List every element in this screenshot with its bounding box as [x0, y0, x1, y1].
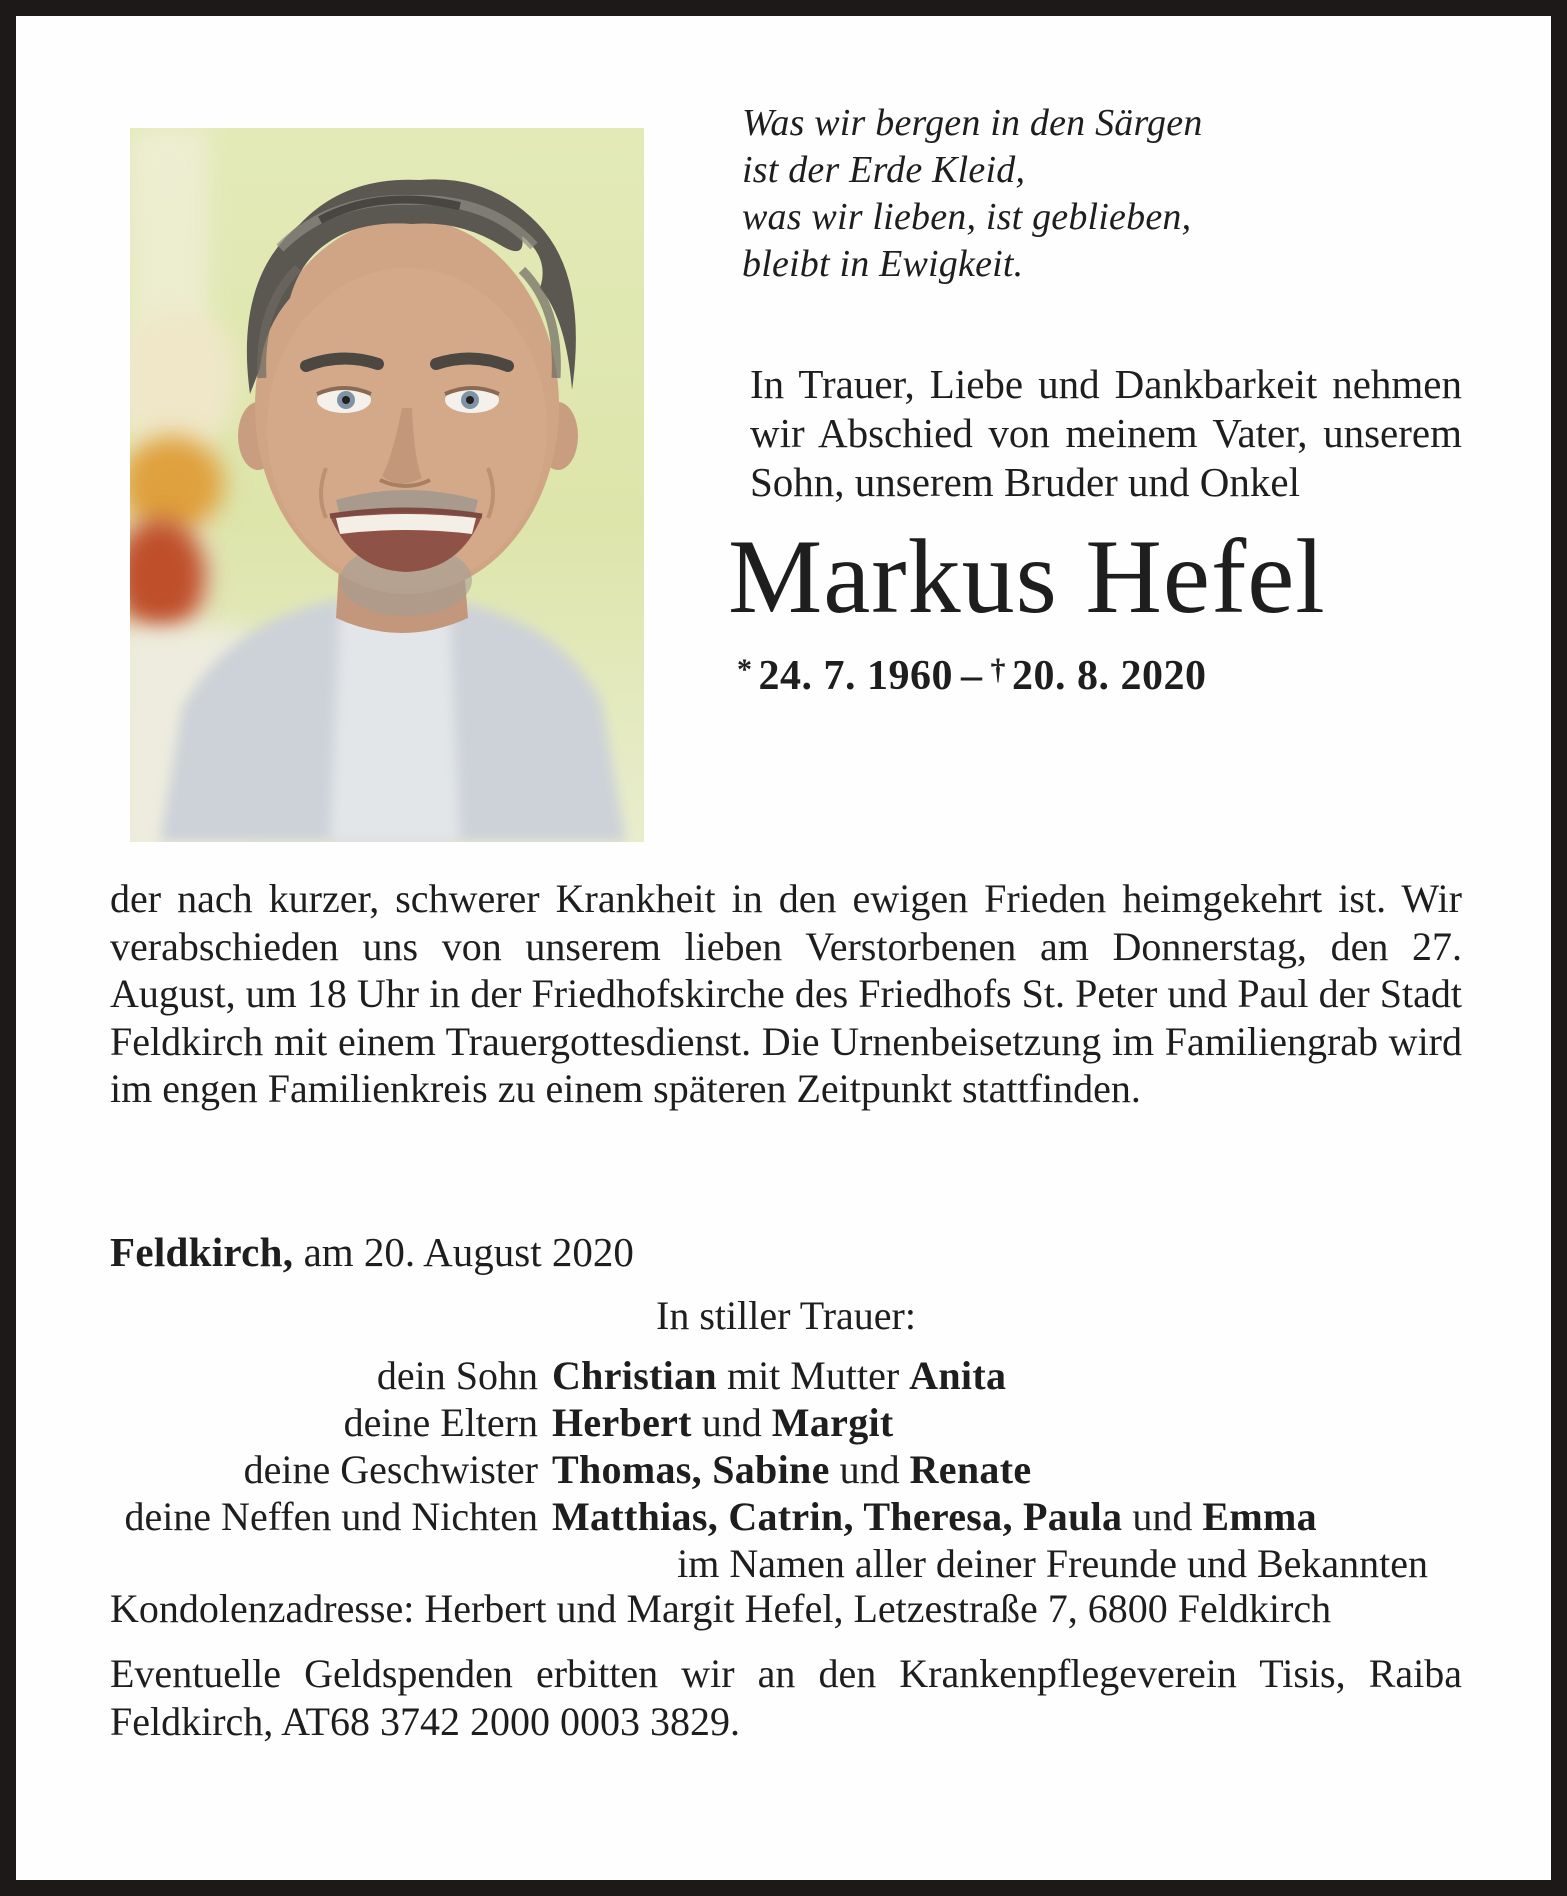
mourner-row [110, 1446, 1462, 1493]
birth-symbol: * [737, 653, 753, 686]
mourner-relation-label: deine Eltern [343, 1400, 538, 1445]
poem-line: Was wir bergen in den Särgen [742, 102, 1203, 144]
mourner-relation-label: deine Geschwister [243, 1447, 538, 1492]
mourner-relation-label: deine Neffen und Nichten [124, 1494, 538, 1539]
mourner-names [552, 1493, 1462, 1540]
life-dates [737, 652, 1207, 700]
donation-note: Eventuelle Geldspenden erbitten wir an den Krankenpflegeverein Tisis, Raiba Feldkirch, AT68 3742 2000 0003 3829. [110, 1651, 1462, 1744]
mourner-row [110, 1352, 1462, 1399]
mourner-connector: und [691, 1400, 772, 1445]
mourners-closing-line: im Namen aller deiner Freunde und Bekannten [677, 1541, 1428, 1586]
condolence-address: Kondolenzadresse: Herbert und Margit Hefel, Letzestraße 7, 6800 Feldkirch [110, 1586, 1332, 1631]
dateline-city: Feldkirch, [110, 1229, 294, 1275]
intro-paragraph: In Trauer, Liebe und Dankbarkeit nehmen wir Abschied von meinem Vater, unserem Sohn, unserem Bruder und Onkel [750, 361, 1462, 505]
portrait-photo [130, 128, 644, 842]
dateline-date: am 20. August 2020 [293, 1229, 634, 1275]
mourner-name: Matthias, Catrin, Theresa, Paula [552, 1494, 1123, 1539]
dateline [110, 1228, 634, 1276]
mourner-relation-label: dein Sohn [376, 1353, 538, 1398]
mourner-name: Anita [909, 1353, 1007, 1398]
mourner-name: Christian [552, 1353, 717, 1398]
mourner-connector: mit Mutter [716, 1353, 910, 1398]
mourners-rows [110, 1352, 1462, 1540]
mourner-name: Herbert [552, 1400, 692, 1445]
portrait-illustration [130, 128, 644, 842]
mourner-name: Margit [771, 1400, 894, 1445]
mourner-row [110, 1493, 1462, 1540]
mourner-connector: und [829, 1447, 910, 1492]
mourner-names [552, 1352, 1462, 1399]
mourner-name: Emma [1202, 1494, 1317, 1539]
poem-line: ist der Erde Kleid, [742, 149, 1026, 191]
announcement-paragraph: der nach kurzer, schwerer Krankheit in den ewigen Frieden heimgekehrt ist. Wir verabschieden uns von unserem lieben Verstorbenen am Donnerstag, den 27. August, um 18 Uhr in der Friedhofskirche des Friedhofs St. Peter und Paul der Stadt Feldkirch mit einem Trauergottesdienst. Die Urnenbeisetzung im Familiengrab wird im engen Familienkreis zu einem späteren Zeitpunkt stattfinden. [110, 876, 1462, 1111]
mourner-names [552, 1399, 1462, 1446]
deceased-name: Markus Hefel [728, 518, 1326, 635]
poem-line: bleibt in Ewigkeit. [742, 243, 1024, 285]
birth-date: 24. 7. 1960 [758, 653, 953, 699]
dates-separator: – [961, 653, 983, 699]
death-date: 20. 8. 2020 [1012, 653, 1207, 699]
mourner-row [110, 1399, 1462, 1446]
mourners-list [110, 1352, 1462, 1587]
mourner-name: Renate [909, 1447, 1032, 1492]
mourner-name: Thomas, Sabine [552, 1447, 830, 1492]
death-symbol: † [990, 653, 1006, 686]
mourner-names [552, 1446, 1462, 1493]
poem-line: was wir lieben, ist geblieben, [742, 196, 1192, 238]
mourning-heading: In stiller Trauer: [656, 1293, 916, 1338]
mourner-connector: und [1122, 1494, 1203, 1539]
memorial-poem [742, 100, 1442, 288]
